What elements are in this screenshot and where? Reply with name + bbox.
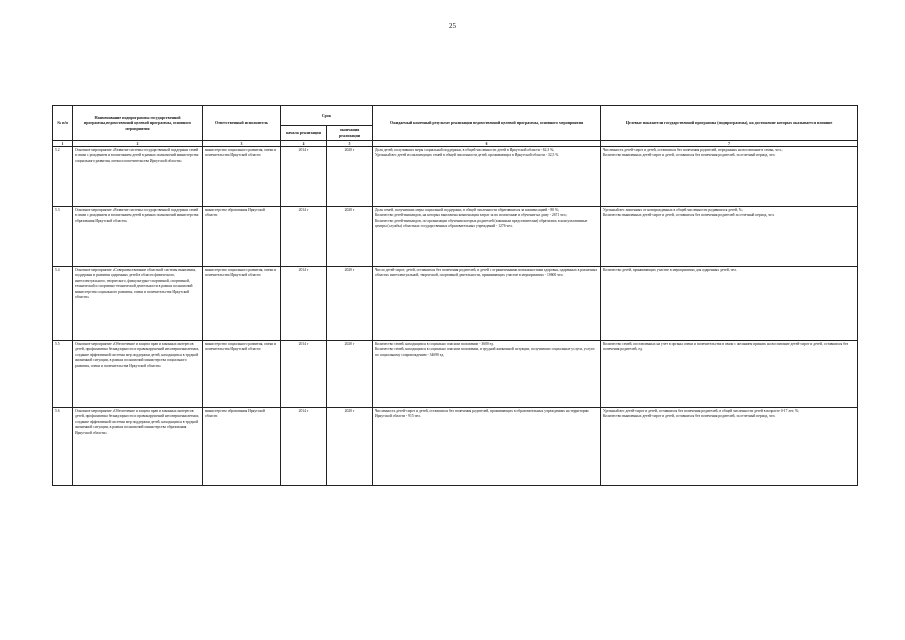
header-term: Срок bbox=[281, 106, 373, 126]
row-start: 2014 г bbox=[281, 147, 327, 207]
header-term-end: окончания реализации bbox=[327, 126, 373, 141]
row-start: 2014 г bbox=[281, 267, 327, 341]
row-end: 2020 г bbox=[327, 408, 373, 486]
table-row bbox=[53, 408, 858, 486]
column-number: 4 bbox=[281, 141, 327, 147]
table-row bbox=[53, 341, 858, 408]
row-name: Основное мероприятие «Совершенствование областной системы выявления, поддержки и развития одаренных детей в области физического, интеллектуального, творческого, физкультурно-спортивной, спортивной, технической и спортивно-технической деятельности в рамках полномочий министерства социального развития, опеки и попечительства Иркутской области» bbox=[73, 267, 203, 341]
column-number: 2 bbox=[73, 141, 203, 147]
row-indicators: Количество детей, принимающих участие в мероприятиях для одаренных детей, чел. bbox=[601, 267, 858, 341]
row-indicators: Удельный вес лишенных от новорожденных в общей численности родившихся детей, %; Количество выявленных детей-сирот и детей, оставшихся без попечения родителей за отчетный период, чел. bbox=[601, 207, 858, 267]
header-executor: Ответственный исполнитель bbox=[203, 106, 281, 141]
row-name: Основное мероприятие «Обеспечение и защита прав и законных интересов детей, профилактика безнадзорности и правонарушений несовершеннолетних, создание эффективной системы мер поддержки детей, находящихся в трудной жизненной ситуации, в рамках полномочий министерства образования Иркутской области» bbox=[73, 408, 203, 486]
row-end: 2020 г bbox=[327, 267, 373, 341]
row-start: 2014 г bbox=[281, 408, 327, 486]
column-number: 1 bbox=[53, 141, 73, 147]
row-result: Количество семей, находящихся в социально опасном положении - 3600 ед. Количество семей, находящихся в социально опасном положении, в трудной жизненной ситуации, получивших социальные услуги, услуги по социальному сопровождению - 34690 ед. bbox=[373, 341, 601, 408]
page-number: 25 bbox=[449, 22, 456, 30]
row-name: Основное мероприятие «Обеспечение и защита прав и законных интересов детей, профилактика безнадзорности и правонарушений несовершеннолетних, создание эффективной системы мер поддержки детей, находящихся в трудной жизненной ситуации, в рамках полномочий министерства социального развития, опеки и попечительства Иркутской области» bbox=[73, 341, 203, 408]
row-number: 5.5 bbox=[53, 341, 73, 408]
header-result: Ожидаемый конечный результат реализации ведомственной целевой программы, основного мероприятия bbox=[373, 106, 601, 141]
header-name: Наименование подпрограммы государственной программы,ведомственной целевой программы, основного мероприятия bbox=[73, 106, 203, 141]
row-number: 5.2 bbox=[53, 147, 73, 207]
row-executor: министерство социального развития, опеки и попечительства Иркутской области bbox=[203, 341, 281, 408]
row-number: 5.6 bbox=[53, 408, 73, 486]
row-number: 5.4 bbox=[53, 267, 73, 341]
row-indicators: Удельный вес детей-сирот и детей, оставшихся без попечения родителей, в общей численности детей в возрасте 0-17 лет, %; Количество выявленных детей-сирот и детей, оставшихся без попечения родителей, за отчетный период, чел. bbox=[601, 408, 858, 486]
column-number: 7 bbox=[601, 141, 858, 147]
row-start: 2014 г bbox=[281, 341, 327, 408]
column-number: 3 bbox=[203, 141, 281, 147]
row-indicators: Численность детей-сирот и детей, оставшихся без попечения родителей, переданных на воспитание в семьи, чел.; Количество выявленных детей-сирот и детей, оставшихся без попечения родителей, за отчетный период, чел. bbox=[601, 147, 858, 207]
column-number: 5 bbox=[327, 141, 373, 147]
row-name: Основное мероприятие «Развитие системы государственной поддержки семей в связи с рождением и воспитанием детей в рамках полномочий министерства образования Иркутской области» bbox=[73, 207, 203, 267]
header-term-start: начала реализации bbox=[281, 126, 327, 141]
row-indicators: Количество семей, поставленных на учет в органы опеки и попечительства в связи с желанием принять на воспитание детей-сирот и детей, оставшихся без попечения родителей, ед. bbox=[601, 341, 858, 408]
row-executor: министерство образования Иркутской области bbox=[203, 408, 281, 486]
row-result: Численность детей-сирот и детей, оставшихся без попечения родителей, проживающих в образовательных учреждениях на территории Иркутской области - 915 чел. bbox=[373, 408, 601, 486]
row-result: Число детей-сирот, детей, оставшихся без попечения родителей, и детей с ограниченными возможностями здоровья, одаренных в различных областях интеллектуальной, творческой, спортивной деятельности, принимающих участие в мероприятиях - 10600 чел. bbox=[373, 267, 601, 341]
row-end: 2020 г bbox=[327, 147, 373, 207]
row-start: 2014 г bbox=[281, 207, 327, 267]
header-num: № п/п bbox=[53, 106, 73, 141]
program-table bbox=[52, 105, 858, 486]
row-end: 2020 г bbox=[327, 341, 373, 408]
row-number: 5.3 bbox=[53, 207, 73, 267]
row-result: Доля детей, получивших меры социальной поддержки, в общей численности детей в Иркутской области - 62,3 %; Удельный вес детей из малоимущих семей в общей численности детей, проживающих в Иркутской области - 32,5 % bbox=[373, 147, 601, 207]
row-executor: министерство образования Иркутской области bbox=[203, 207, 281, 267]
row-executor: министерство социального развития, опеки и попечительства Иркутской области bbox=[203, 147, 281, 207]
table-row bbox=[53, 147, 858, 207]
row-result: Доля семей, получивших меры социальной поддержки, в общей численности обратившихся за компенсацией - 80 %; Количество детей-инвалидов, на которых выплачена компенсация затрат за их воспитание и обучение на дому - 2671 чел.; Количество детей-инвалидов, по организации обучения которых родителей (законным представителям) обратились в консультативные центры (службы) областных государственных образовательных учреждений - 1276 чел. bbox=[373, 207, 601, 267]
row-name: Основное мероприятие «Развитие системы государственной поддержки семей в связи с рождением и воспитанием детей в рамках полномочий министерства социального развития, опеки и попечительства Иркутской области» bbox=[73, 147, 203, 207]
table-row bbox=[53, 207, 858, 267]
table-row bbox=[53, 267, 858, 341]
row-executor: министерство социального развития, опеки и попечительства Иркутской области bbox=[203, 267, 281, 341]
header-indicators: Целевые показатели государственной программы (подпрограммы), на достижение которых оказывается влияние bbox=[601, 106, 858, 141]
column-number: 6 bbox=[373, 141, 601, 147]
row-end: 2020 г bbox=[327, 207, 373, 267]
